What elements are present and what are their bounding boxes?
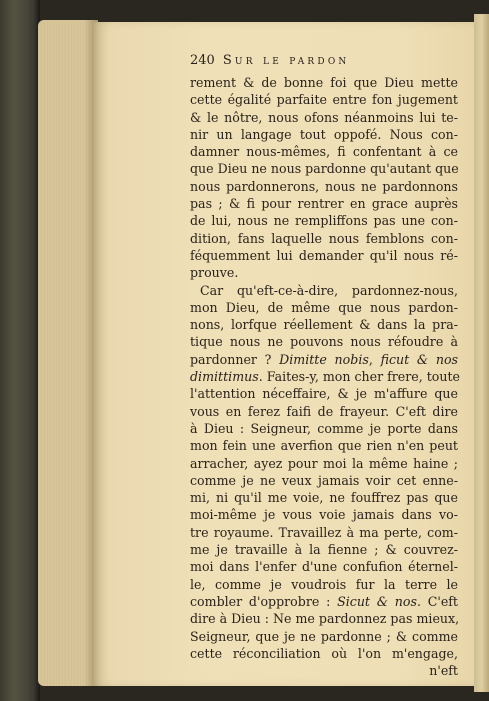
text-line: [190, 489, 458, 506]
italic-text: ficut & nos: [380, 351, 459, 367]
text-line: [190, 385, 458, 402]
text-segment: le, comme je voudrois fur la terre le: [190, 576, 458, 592]
text-segment: . Faites-y, mon cher frere, toute: [258, 369, 460, 385]
text-segment: . C'eft: [416, 593, 458, 609]
text-line: [190, 403, 458, 420]
text-segment: féquemment lui demander qu'il nous ré-: [190, 247, 458, 263]
text-lines: [190, 74, 458, 679]
text-segment: pas ; & fi pour rentrer en grace auprès: [190, 196, 458, 212]
text-segment: combler d'opprobre :: [190, 593, 338, 609]
text-segment: de lui, nous ne rempliffons pas une con-: [190, 213, 458, 229]
text-segment: cette égalité parfaite entre fon jugement: [190, 92, 458, 108]
text-segment: vous en ferez faifi de frayeur. C'eft dire: [190, 403, 458, 419]
text-segment: que Dieu ne nous pardonne qu'autant que: [190, 161, 459, 177]
text-line: [190, 91, 458, 108]
text-line: [190, 610, 458, 627]
text-line: [190, 558, 458, 575]
running-title: Sur le pardon: [222, 53, 350, 68]
page-number: 240: [190, 53, 215, 68]
text-segment: tique nous ne pouvons nous réfoudre à: [190, 334, 458, 350]
text-line: [190, 576, 458, 593]
text-segment: arracher, ayez pour moi la même haine ;: [190, 455, 458, 471]
text-line: [190, 506, 458, 523]
text-segment: moi dans l'enfer d'une confufion éternel-: [190, 559, 458, 575]
text-line: [190, 230, 458, 247]
text-segment: n'eft: [429, 663, 458, 679]
page-header: [190, 52, 458, 74]
text-line: [190, 143, 458, 160]
text-line: [190, 74, 458, 91]
text-segment: damner nous-mêmes, fi confentant à ce: [190, 144, 458, 160]
text-line: [190, 662, 458, 679]
text-line: [190, 299, 458, 316]
text-line: [190, 333, 458, 350]
text-line: [190, 455, 458, 472]
text-segment: à Dieu : Seigneur, comme je porte dans: [190, 420, 458, 436]
italic-text: Sicut & nos: [337, 593, 417, 609]
text-segment: & le nôtre, nous ofons néanmoins lui te-: [190, 109, 458, 125]
text-line: [190, 368, 458, 385]
text-segment: prouve.: [190, 265, 239, 281]
text-segment: me je travaille à la fienne ; & couvrez-: [190, 542, 458, 558]
text-line: [190, 264, 458, 281]
text-line: [190, 420, 458, 437]
text-segment: comme je ne veux jamais voir cet enne-: [190, 472, 458, 488]
text-segment: Car qu'eft-ce-à-dire, pardonnez-nous,: [200, 282, 458, 298]
text-segment: nir un langage tout oppofé. Nous con-: [190, 126, 458, 142]
text-line: [190, 195, 458, 212]
book-cover: [0, 0, 40, 701]
text-segment: moi-même je vous voie jamais dans vo-: [190, 507, 458, 523]
italic-text: dimittimus: [190, 369, 259, 385]
text-line: [190, 126, 458, 143]
text-segment: ,: [368, 351, 381, 367]
italic-text: Dimitte nobis: [279, 351, 369, 367]
text-segment: pardonner ?: [190, 351, 280, 367]
text-line: [190, 178, 458, 195]
text-segment: mon Dieu, de même que nous pardon-: [190, 299, 458, 315]
text-line: [190, 316, 458, 333]
text-segment: nons, lorfque réellement & dans la pra-: [190, 317, 458, 333]
text-line: [190, 593, 458, 610]
text-line: [190, 351, 458, 368]
text-segment: tre royaume. Travaillez à ma perte, com-: [190, 524, 458, 540]
text-segment: mon fein une averfion que rien n'en peut: [190, 438, 458, 454]
text-segment: mi, ni qu'il me voie, ne fouffrez pas que: [190, 490, 458, 506]
text-line: [190, 282, 458, 299]
text-segment: Seigneur, que je ne pardonne ; & comme: [190, 628, 458, 644]
text-segment: dition, fans laquelle nous femblons con-: [190, 230, 458, 246]
text-line: [190, 541, 458, 558]
text-segment: rement & de bonne foi que Dieu mette: [190, 75, 458, 90]
text-line: [190, 628, 458, 645]
right-page-edge: [474, 14, 489, 692]
text-line: [190, 212, 458, 229]
text-line: [190, 645, 458, 662]
page-edges: [38, 20, 98, 686]
text-line: [190, 109, 458, 126]
text-line: [190, 472, 458, 489]
text-line: [190, 247, 458, 264]
text-segment: nous pardonnerons, nous ne pardonnons: [190, 178, 458, 194]
text-line: [190, 524, 458, 541]
page-text: [190, 52, 458, 679]
text-segment: cette réconciliation où l'on m'engage,: [190, 645, 458, 661]
text-line: [190, 437, 458, 454]
text-segment: dire à Dieu : Ne me pardonnez pas mieux,: [190, 611, 460, 627]
text-segment: l'attention néceffaire, & je m'affure que: [190, 386, 458, 402]
text-line: [190, 160, 458, 177]
